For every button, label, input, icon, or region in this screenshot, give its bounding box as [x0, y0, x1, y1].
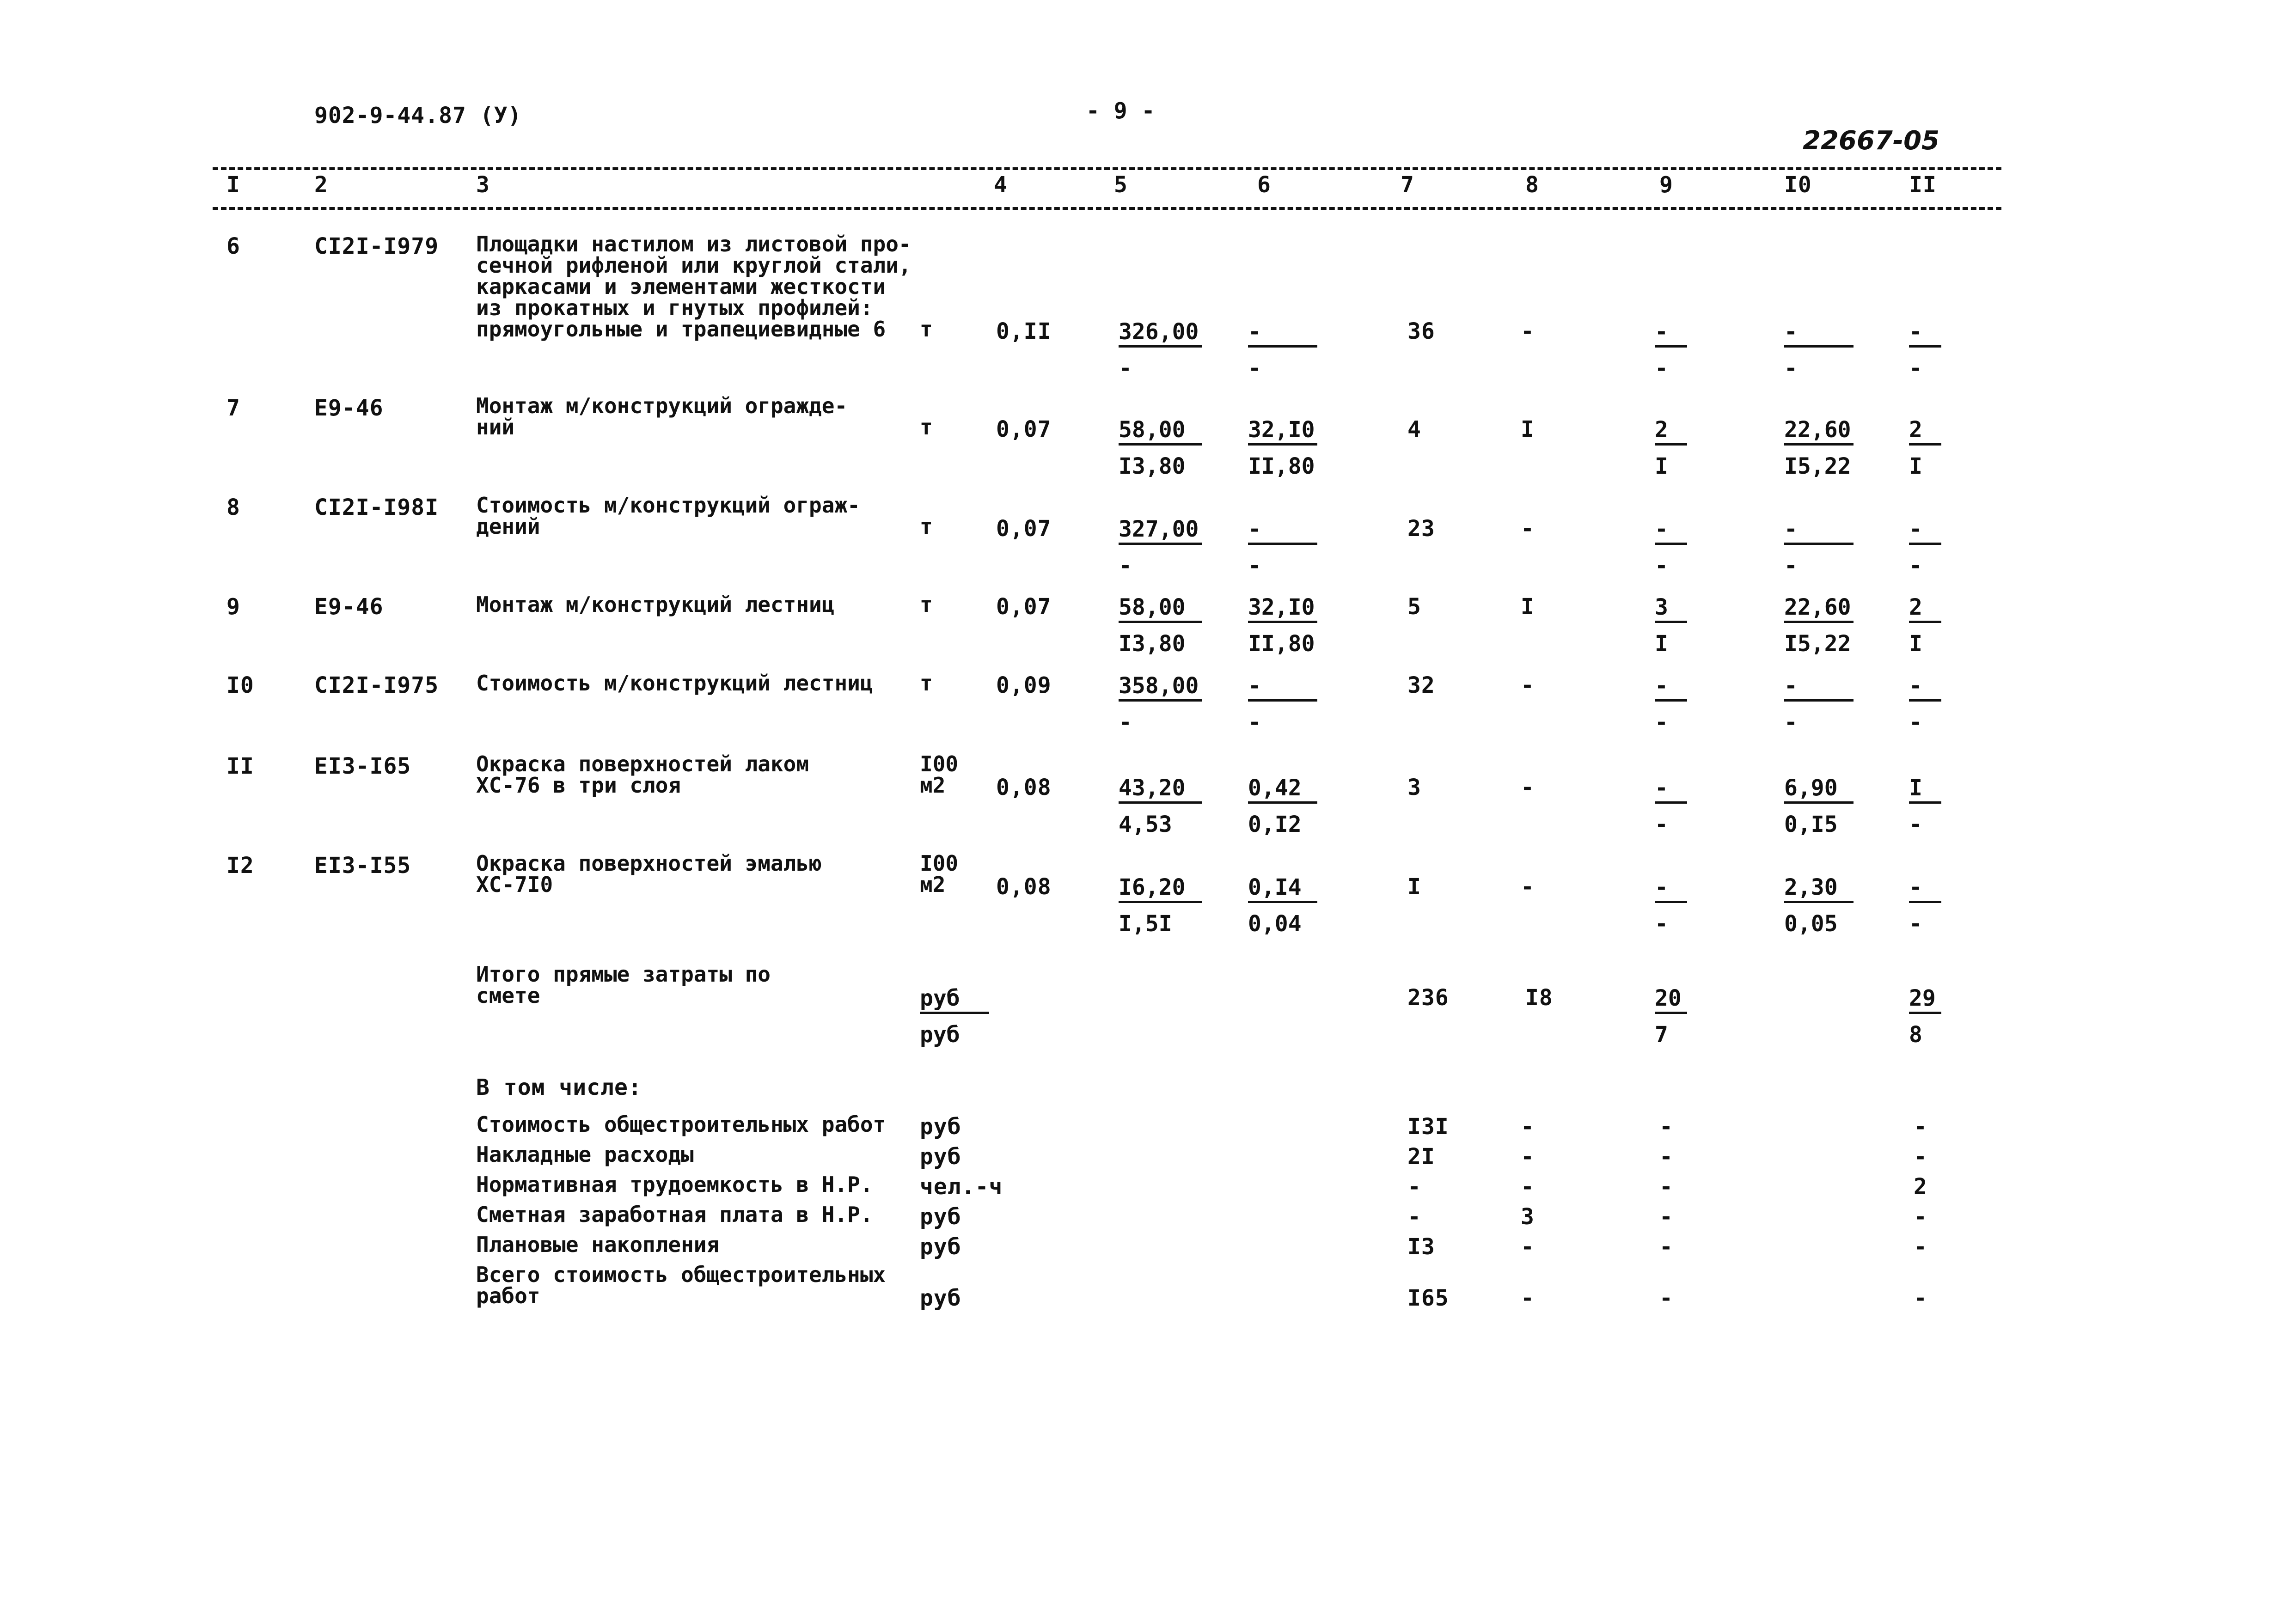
cell-col11-numerator: 2 [1909, 417, 1922, 443]
breakdown-unit: руб [920, 1144, 961, 1170]
breakdown-col9: - [1659, 1144, 1673, 1170]
cell-col8: - [1521, 775, 1535, 800]
cell-col5-numerator: 58,00 [1119, 417, 1186, 443]
breakdown-col9: - [1659, 1234, 1673, 1260]
cell-col10-denominator: 0,05 [1784, 911, 1838, 937]
cell-col9-fraction-bar [1655, 443, 1687, 446]
cell-col9-denominator: I [1655, 631, 1668, 657]
breakdown-col7: I65 [1407, 1285, 1449, 1311]
cell-col10 [1784, 775, 1854, 838]
cell-col9-numerator: 2 [1655, 417, 1668, 443]
breakdown-col8: - [1521, 1285, 1535, 1311]
breakdown-col7: I3I [1407, 1114, 1449, 1140]
breakdown-col8: - [1521, 1174, 1535, 1200]
cell-col7: 3 [1407, 775, 1421, 800]
row-quantity: 0,08 [996, 874, 1052, 900]
breakdown-col9: - [1659, 1114, 1673, 1140]
cell-col11-numerator: - [1909, 516, 1922, 542]
cell-col9-fraction-bar [1655, 621, 1687, 623]
cell-col9-numerator: 3 [1655, 594, 1668, 620]
cell-col10-numerator: - [1784, 319, 1798, 345]
cell-col9-denominator: - [1655, 553, 1668, 579]
cell-col8: - [1521, 516, 1535, 542]
cell-col5 [1119, 516, 1202, 579]
cell-col10-numerator: - [1784, 516, 1798, 542]
column-header-11: II [1909, 172, 1937, 198]
totals-unit-numerator: руб [920, 985, 960, 1011]
row-number: 9 [226, 594, 240, 620]
row-number: I2 [226, 853, 254, 879]
cell-col6-fraction-bar [1248, 443, 1317, 446]
cell-col11-fraction-bar [1909, 901, 1941, 903]
cell-col6-denominator: II,80 [1248, 631, 1315, 657]
cell-col11-fraction-bar [1909, 543, 1941, 545]
cell-col10-fraction-bar [1784, 699, 1854, 702]
cell-col9-denominator: - [1655, 355, 1668, 381]
row-description: Площадки настилом из листовой про- сечной рифленой или круглой стали, каркасами и элементами жесткости из прокатных и гнутых профилей: прямоугольные и трапециевидные 6 [476, 232, 911, 342]
cell-col11 [1909, 318, 1941, 382]
cell-col6-denominator: 0,04 [1248, 911, 1302, 937]
cell-col8: I [1521, 416, 1535, 442]
cell-col9-numerator: - [1655, 319, 1668, 345]
row-number: II [226, 753, 254, 779]
cell-col6-denominator: II,80 [1248, 453, 1315, 479]
cell-col11-denominator: - [1909, 355, 1922, 381]
row-code: ЕI3-I55 [314, 853, 411, 879]
row-code: Е9-46 [314, 594, 384, 620]
cell-col5-numerator: 58,00 [1119, 594, 1186, 620]
totals-col11 [1909, 985, 1941, 1048]
row-number: 7 [226, 395, 240, 421]
row-unit: т [920, 415, 933, 440]
cell-col9-numerator: - [1655, 516, 1668, 542]
column-header-4: 4 [994, 172, 1008, 198]
row-quantity: 0,07 [996, 416, 1052, 442]
cell-col6 [1248, 672, 1317, 736]
cell-col11-denominator: - [1909, 812, 1922, 837]
totals-col11-fraction-bar [1909, 1012, 1941, 1014]
cell-col6 [1248, 516, 1317, 579]
cell-col11-numerator: - [1909, 673, 1922, 699]
breakdown-col7: - [1407, 1174, 1421, 1200]
stamp-number: 22667-05 [1803, 126, 1939, 156]
breakdown-col11: - [1914, 1234, 1927, 1260]
cell-col6-denominator: - [1248, 355, 1261, 381]
column-header-7: 7 [1401, 172, 1414, 198]
cell-col11 [1909, 775, 1941, 838]
cell-col9-denominator: - [1655, 709, 1668, 735]
cell-col6-numerator: 0,I4 [1248, 874, 1302, 900]
page-number: - 9 - [1086, 98, 1156, 124]
document-code: 902-9-44.87 (У) [314, 103, 522, 128]
cell-col6 [1248, 594, 1317, 657]
breakdown-col8: 3 [1521, 1204, 1535, 1230]
header-top-rule [213, 167, 2001, 170]
cell-col11-numerator: 2 [1909, 594, 1922, 620]
row-number: 6 [226, 233, 240, 259]
cell-col5-denominator: - [1119, 355, 1132, 381]
including-label: В том числе: [476, 1075, 642, 1100]
cell-col6-fraction-bar [1248, 901, 1317, 903]
breakdown-col7: I3 [1407, 1234, 1435, 1260]
row-code: ЕI3-I65 [314, 753, 411, 779]
cell-col10-numerator: 22,60 [1784, 594, 1851, 620]
cell-col5-numerator: 43,20 [1119, 775, 1186, 801]
row-number: I0 [226, 672, 254, 698]
breakdown-col8: - [1521, 1144, 1535, 1170]
cell-col5-fraction-bar [1119, 621, 1202, 623]
cell-col7: 5 [1407, 594, 1421, 620]
column-header-6: 6 [1257, 172, 1271, 198]
breakdown-col9: - [1659, 1204, 1673, 1230]
breakdown-col7: 2I [1407, 1144, 1435, 1170]
cell-col6-numerator: 32,I0 [1248, 594, 1315, 620]
breakdown-label: Стоимость общестроительных работ [476, 1112, 886, 1137]
cell-col6-denominator: - [1248, 553, 1261, 579]
cell-col7: I [1407, 874, 1421, 900]
cell-col10 [1784, 416, 1854, 480]
breakdown-unit: руб [920, 1234, 961, 1260]
cell-col9-numerator: - [1655, 775, 1668, 801]
cell-col5-denominator: - [1119, 553, 1132, 579]
cell-col7: 4 [1407, 416, 1421, 442]
cell-col6 [1248, 318, 1317, 382]
row-code: Е9-46 [314, 395, 384, 421]
cell-col11-denominator: - [1909, 553, 1922, 579]
totals-col7: 236 [1407, 985, 1449, 1011]
cell-col5 [1119, 318, 1202, 382]
cell-col11-fraction-bar [1909, 801, 1941, 804]
cell-col6-fraction-bar [1248, 699, 1317, 702]
cell-col5-fraction-bar [1119, 345, 1202, 348]
row-quantity: 0,07 [996, 594, 1052, 620]
breakdown-unit: руб [920, 1114, 961, 1140]
cell-col10 [1784, 516, 1854, 579]
column-header-10: I0 [1784, 172, 1812, 198]
cell-col10 [1784, 874, 1854, 937]
row-description: Монтаж м/конструкций огражде- ний [476, 393, 848, 440]
cell-col9 [1655, 775, 1687, 838]
cell-col11 [1909, 874, 1941, 937]
breakdown-label: Плановые накопления [476, 1232, 720, 1257]
row-quantity: 0,II [996, 318, 1052, 344]
row-unit: т [920, 514, 933, 539]
row-unit: т [920, 317, 933, 342]
cell-col10-fraction-bar [1784, 443, 1854, 446]
cell-col6-numerator: - [1248, 516, 1261, 542]
cell-col9 [1655, 874, 1687, 937]
cell-col9 [1655, 516, 1687, 579]
cell-col9-numerator: - [1655, 673, 1668, 699]
cell-col6-numerator: 0,42 [1248, 775, 1302, 801]
totals-unit-denominator: руб [920, 1022, 960, 1048]
cell-col5-denominator: I,5I [1119, 911, 1172, 937]
cell-col5-denominator: I3,80 [1119, 631, 1186, 657]
cell-col5-numerator: 326,00 [1119, 319, 1199, 345]
cell-col9-fraction-bar [1655, 543, 1687, 545]
cell-col9 [1655, 594, 1687, 657]
cell-col6-numerator: - [1248, 673, 1261, 699]
cell-col9 [1655, 416, 1687, 480]
cell-col11-fraction-bar [1909, 345, 1941, 348]
breakdown-col11: - [1914, 1204, 1927, 1230]
breakdown-col8: - [1521, 1234, 1535, 1260]
cell-col10 [1784, 594, 1854, 657]
cell-col10 [1784, 318, 1854, 382]
row-description: Стоимость м/конструкций лестниц [476, 671, 873, 696]
cell-col5-denominator: - [1119, 709, 1132, 735]
cell-col5 [1119, 775, 1202, 838]
cell-col11-fraction-bar [1909, 443, 1941, 446]
cell-col11-numerator: - [1909, 319, 1922, 345]
breakdown-col8: - [1521, 1114, 1535, 1140]
cell-col10-fraction-bar [1784, 543, 1854, 545]
cell-col6-fraction-bar [1248, 801, 1317, 804]
cell-col11 [1909, 516, 1941, 579]
row-description: Окраска поверхностей лаком ХС-76 в три слоя [476, 751, 809, 798]
cell-col9-fraction-bar [1655, 345, 1687, 348]
cell-col8: I [1521, 594, 1535, 620]
totals-col9 [1655, 985, 1687, 1048]
cell-col6 [1248, 775, 1317, 838]
column-header-3: 3 [476, 172, 490, 198]
totals-label: Итого прямые затраты по смете [476, 962, 771, 1008]
cell-col10-denominator: - [1784, 553, 1798, 579]
column-header-9: 9 [1659, 172, 1673, 198]
row-description: Окраска поверхностей эмалью ХС-7I0 [476, 851, 822, 897]
totals-col11-numerator: 29 [1909, 985, 1936, 1011]
cell-col10-fraction-bar [1784, 621, 1854, 623]
breakdown-col11: - [1914, 1285, 1927, 1311]
cell-col10 [1784, 672, 1854, 736]
breakdown-label: Нормативная трудоемкость в Н.Р. [476, 1172, 873, 1197]
cell-col6-denominator: - [1248, 709, 1261, 735]
cell-col6-numerator: 32,I0 [1248, 417, 1315, 443]
cell-col6-denominator: 0,I2 [1248, 812, 1302, 837]
column-header-1: I [226, 172, 240, 198]
row-description: Стоимость м/конструкций ограж- дений [476, 493, 860, 539]
column-header-8: 8 [1525, 172, 1539, 198]
breakdown-col11: - [1914, 1114, 1927, 1140]
cell-col9-numerator: - [1655, 874, 1668, 900]
cell-col11-denominator: - [1909, 911, 1922, 937]
cell-col6-numerator: - [1248, 319, 1261, 345]
breakdown-unit: руб [920, 1204, 961, 1230]
totals-col9-fraction-bar [1655, 1012, 1687, 1014]
totals-unit [920, 985, 989, 1048]
breakdown-col9: - [1659, 1174, 1673, 1200]
totals-col8: I8 [1525, 985, 1553, 1011]
cell-col10-denominator: I5,22 [1784, 631, 1851, 657]
cell-col9-denominator: - [1655, 812, 1668, 837]
cell-col9-fraction-bar [1655, 699, 1687, 702]
cell-col5-denominator: I3,80 [1119, 453, 1186, 479]
cell-col6-fraction-bar [1248, 543, 1317, 545]
breakdown-unit: чел.-ч [920, 1174, 1003, 1200]
cell-col6 [1248, 874, 1317, 937]
row-code: CI2I-I975 [314, 672, 439, 698]
cell-col8: - [1521, 672, 1535, 698]
breakdown-label: Сметная заработная плата в Н.Р. [476, 1202, 873, 1227]
row-unit: т [920, 592, 933, 617]
cell-col10-numerator: 2,30 [1784, 874, 1838, 900]
cell-col7: 36 [1407, 318, 1435, 344]
cell-col9-denominator: - [1655, 911, 1668, 937]
cell-col5-fraction-bar [1119, 901, 1202, 903]
breakdown-col11: - [1914, 1144, 1927, 1170]
cell-col10-denominator: I5,22 [1784, 453, 1851, 479]
cell-col11-denominator: I [1909, 453, 1922, 479]
cell-col11 [1909, 416, 1941, 480]
cell-col11 [1909, 672, 1941, 736]
cell-col5-numerator: 358,00 [1119, 673, 1199, 699]
cell-col5 [1119, 594, 1202, 657]
cell-col7: 32 [1407, 672, 1435, 698]
cell-col5-fraction-bar [1119, 801, 1202, 804]
cell-col10-denominator: - [1784, 355, 1798, 381]
cell-col6-fraction-bar [1248, 345, 1317, 348]
totals-unit-fraction-bar [920, 1012, 989, 1014]
cell-col11-denominator: I [1909, 631, 1922, 657]
cell-col9-fraction-bar [1655, 901, 1687, 903]
cell-col11-fraction-bar [1909, 621, 1941, 623]
row-unit: I00 м2 [920, 851, 959, 897]
cell-col10-denominator: - [1784, 709, 1798, 735]
breakdown-col9: - [1659, 1285, 1673, 1311]
cell-col11 [1909, 594, 1941, 657]
row-code: CI2I-I979 [314, 233, 439, 259]
cell-col5-fraction-bar [1119, 543, 1202, 545]
cell-col9 [1655, 318, 1687, 382]
cell-col5-denominator: 4,53 [1119, 812, 1172, 837]
cell-col8: - [1521, 318, 1535, 344]
cell-col10-fraction-bar [1784, 801, 1854, 804]
cell-col5-numerator: 327,00 [1119, 516, 1199, 542]
cell-col9 [1655, 672, 1687, 736]
cell-col6 [1248, 416, 1317, 480]
breakdown-label: Накладные расходы [476, 1142, 694, 1167]
cell-col11-numerator: - [1909, 874, 1922, 900]
cell-col5 [1119, 874, 1202, 937]
cell-col10-numerator: 6,90 [1784, 775, 1838, 801]
cell-col5-fraction-bar [1119, 443, 1202, 446]
column-header-5: 5 [1114, 172, 1128, 198]
cell-col9-denominator: I [1655, 453, 1668, 479]
cell-col10-numerator: 22,60 [1784, 417, 1851, 443]
cell-col6-fraction-bar [1248, 621, 1317, 623]
row-quantity: 0,09 [996, 672, 1052, 698]
breakdown-col11: 2 [1914, 1174, 1927, 1200]
cell-col5-numerator: I6,20 [1119, 874, 1186, 900]
cell-col5-fraction-bar [1119, 699, 1202, 702]
cell-col11-numerator: I [1909, 775, 1922, 801]
totals-col9-denominator: 7 [1655, 1022, 1668, 1048]
row-quantity: 0,07 [996, 516, 1052, 542]
cell-col5 [1119, 416, 1202, 480]
cell-col9-fraction-bar [1655, 801, 1687, 804]
breakdown-unit: руб [920, 1285, 961, 1311]
row-quantity: 0,08 [996, 775, 1052, 800]
totals-col11-denominator: 8 [1909, 1022, 1922, 1048]
cell-col10-denominator: 0,I5 [1784, 812, 1838, 837]
cell-col10-fraction-bar [1784, 345, 1854, 348]
row-number: 8 [226, 495, 240, 520]
column-header-2: 2 [314, 172, 328, 198]
cell-col7: 23 [1407, 516, 1435, 542]
cell-col11-denominator: - [1909, 709, 1922, 735]
cell-col10-numerator: - [1784, 673, 1798, 699]
row-description: Монтаж м/конструкций лестниц [476, 592, 835, 617]
header-bottom-rule [213, 207, 2001, 210]
breakdown-col7: - [1407, 1204, 1421, 1230]
cell-col5 [1119, 672, 1202, 736]
row-unit: I00 м2 [920, 751, 959, 798]
cell-col11-fraction-bar [1909, 699, 1941, 702]
breakdown-label: Всего стоимость общестроительных работ [476, 1262, 886, 1308]
cell-col10-fraction-bar [1784, 901, 1854, 903]
row-code: CI2I-I98I [314, 495, 439, 520]
cell-col8: - [1521, 874, 1535, 900]
totals-col9-numerator: 20 [1655, 985, 1682, 1011]
row-unit: т [920, 671, 933, 696]
